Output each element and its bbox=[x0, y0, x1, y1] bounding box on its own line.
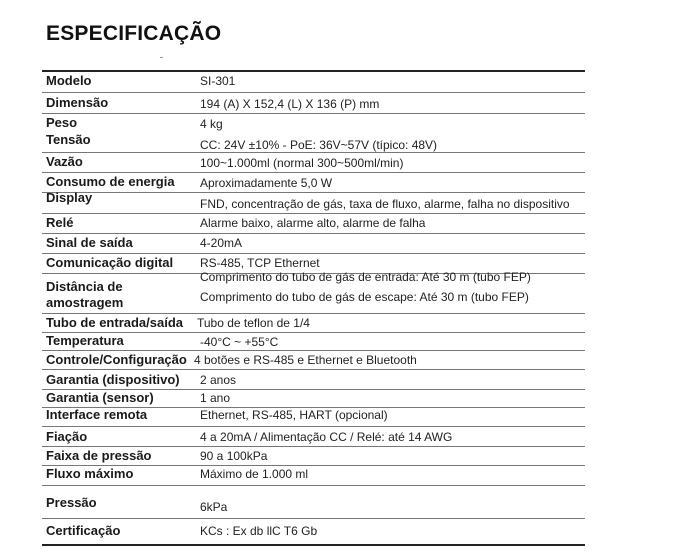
spec-value: Máximo de 1.000 ml bbox=[200, 467, 309, 481]
spec-label: Tubo de entrada/saída bbox=[46, 315, 184, 330]
table-bottom-border bbox=[42, 544, 585, 546]
row-divider bbox=[42, 192, 585, 193]
spec-value: 2 anos bbox=[200, 373, 237, 387]
spec-value: KCs : Ex db llC T6 Gb bbox=[200, 524, 318, 538]
spec-value: Comprimento do tubo de gás de entrada: Até 30 m (tubo FEP) bbox=[200, 270, 531, 284]
spec-value: Comprimento do tubo de gás de escape: Até 30 m (tubo FEP) bbox=[200, 290, 529, 304]
spec-value: 100~1.000ml (normal 300~500ml/min) bbox=[200, 156, 404, 170]
row-divider bbox=[42, 426, 585, 427]
row-divider bbox=[42, 446, 585, 447]
spec-label: Controle/Configuração bbox=[46, 352, 187, 367]
spec-value: 1 ano bbox=[200, 391, 231, 405]
spec-label: Garantia (sensor) bbox=[46, 390, 154, 405]
spec-label: Fiação bbox=[46, 429, 88, 444]
spec-label: Sinal de saída bbox=[46, 235, 133, 250]
spec-label: Consumo de energia bbox=[46, 174, 175, 189]
spec-label: Fluxo máximo bbox=[46, 466, 134, 481]
spec-label: Garantia (dispositivo) bbox=[46, 372, 180, 387]
row-divider bbox=[42, 253, 585, 254]
row-divider bbox=[42, 92, 585, 93]
spec-label: Certificação bbox=[46, 523, 121, 538]
spec-label: Temperatura bbox=[46, 333, 124, 348]
spec-label: Tensão bbox=[46, 132, 91, 147]
spec-label: Vazão bbox=[46, 154, 83, 169]
spec-label: Faixa de pressão bbox=[46, 448, 152, 463]
spec-value: Aproximadamente 5,0 W bbox=[200, 176, 333, 190]
divider bbox=[160, 57, 163, 58]
spec-label: Peso bbox=[46, 115, 78, 130]
spec-label: Modelo bbox=[46, 73, 92, 88]
spec-value: 4 botões e RS-485 e Ethernet e Bluetooth bbox=[194, 353, 417, 367]
row-divider bbox=[42, 172, 585, 173]
page-title: ESPECIFICAÇÃO bbox=[46, 22, 222, 45]
spec-value: 4 a 20mA / Alimentação CC / Relé: até 14 AWG bbox=[200, 430, 453, 444]
spec-label: Relé bbox=[46, 215, 74, 230]
row-divider bbox=[42, 485, 585, 486]
spec-value: Ethernet, RS-485, HART (opcional) bbox=[200, 408, 388, 422]
row-divider bbox=[42, 350, 585, 351]
spec-value: 194 (A) X 152,4 (L) X 136 (P) mm bbox=[200, 97, 380, 111]
spec-label: Pressão bbox=[46, 495, 97, 510]
spec-label: Display bbox=[46, 190, 93, 205]
spec-value: CC: 24V ±10% - PoE: 36V~57V (típico: 48V) bbox=[200, 138, 438, 152]
row-divider bbox=[42, 518, 585, 519]
spec-value: Tubo de teflon de 1/4 bbox=[197, 316, 310, 330]
spec-value: 4 kg bbox=[200, 117, 223, 131]
row-divider bbox=[42, 213, 585, 214]
row-divider bbox=[42, 113, 585, 114]
spec-value: 6kPa bbox=[200, 500, 228, 514]
spec-label: Comunicação digital bbox=[46, 255, 174, 270]
spec-label: Dimensão bbox=[46, 95, 109, 110]
spec-label: amostragem bbox=[46, 295, 124, 310]
spec-value: RS-485, TCP Ethernet bbox=[200, 256, 320, 270]
row-divider bbox=[42, 152, 585, 153]
row-divider bbox=[42, 369, 585, 370]
spec-value: Alarme baixo, alarme alto, alarme de falha bbox=[200, 216, 426, 230]
spec-value: SI-301 bbox=[200, 74, 236, 88]
spec-value: FND, concentração de gás, taxa de fluxo, alarme, falha no dispositivo bbox=[200, 197, 570, 211]
row-divider bbox=[42, 233, 585, 234]
row-divider bbox=[42, 313, 585, 314]
table-top-border bbox=[42, 70, 585, 72]
spec-label: Interface remota bbox=[46, 407, 148, 422]
spec-value: 90 a 100kPa bbox=[200, 449, 268, 463]
spec-label: Distância de bbox=[46, 279, 123, 294]
spec-value: 4-20mA bbox=[200, 236, 243, 250]
spec-value: -40°C ~ +55°C bbox=[200, 335, 279, 349]
